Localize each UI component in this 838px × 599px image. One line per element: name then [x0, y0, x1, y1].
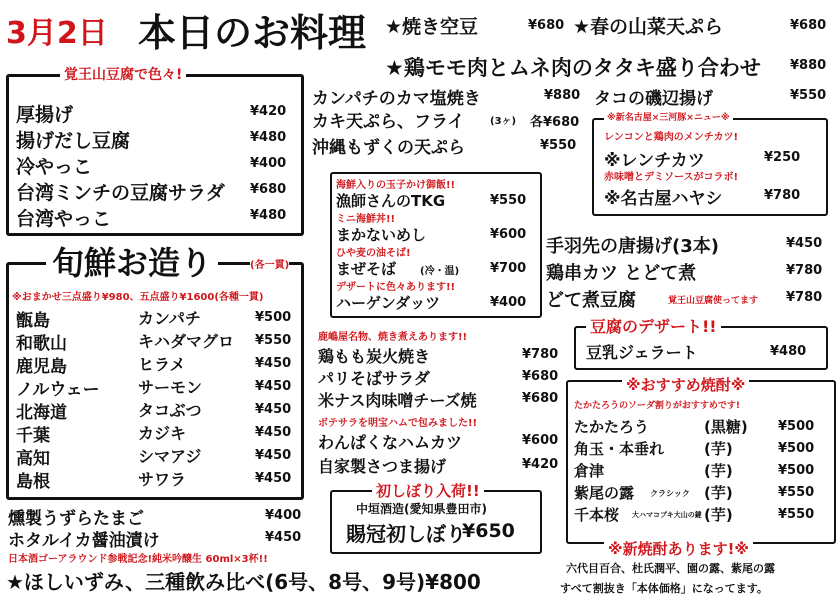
center-item-price: ¥680 — [522, 369, 559, 384]
shochu-price: ¥500 — [778, 463, 815, 478]
sashimi-price: ¥450 — [255, 402, 292, 417]
sashimi-fish: カジキ — [138, 424, 187, 443]
tempura-item-name: 自家製さつま揚げ — [318, 457, 447, 476]
tofu-item-name: 厚揚げ — [16, 104, 74, 126]
shochu-note: たかたろうのソーダ割りがおすすめです! — [574, 401, 741, 411]
new-shochu-line-2: すべて割抜き「本体価格」になってます。 — [560, 582, 768, 595]
shochu-name: 倉津 — [574, 462, 605, 480]
right-item-price: ¥780 — [786, 290, 823, 305]
dessert-item-price: ¥480 — [770, 344, 807, 359]
collab-item-2: ※名古屋ハヤシ — [604, 189, 723, 209]
sashimi-title: 旬鮮お造り — [46, 238, 218, 284]
collab-tagline-2: 赤味噌とデミソースがコラボ! — [604, 172, 739, 183]
special-1-price: ¥680 — [528, 18, 565, 33]
sake-brewery: 中垣酒造(愛知県豊田市) — [356, 502, 487, 516]
right-item-note: 覚王山豆腐使ってます — [668, 296, 759, 306]
sake-tasting-line: ★ほしいずみ、三種飲み比べ(6号、8号、9号)¥800 — [6, 570, 481, 594]
tofu-item-name: 台湾やっこ — [16, 208, 112, 230]
middle-item-price: 各¥680 — [530, 115, 580, 130]
special-2-price: ¥680 — [790, 18, 827, 33]
shochu-price: ¥550 — [778, 507, 815, 522]
sashimi-origin: 北海道 — [16, 403, 67, 423]
sashimi-fish: タコぶつ — [138, 401, 202, 420]
bottom-item-price: ¥400 — [265, 508, 302, 523]
tako-name: タコの磯辺揚げ — [594, 89, 713, 109]
middle-item-name: カンパチのカマ塩焼き — [312, 89, 481, 109]
right-item-price: ¥450 — [786, 236, 823, 251]
sashimi-price: ¥450 — [255, 448, 292, 463]
tofu-item-price: ¥680 — [250, 182, 287, 197]
center-item-name: パリそばサラダ — [318, 369, 430, 388]
sashimi-fish: カンパチ — [138, 309, 201, 328]
tkg-item-price: ¥400 — [490, 295, 527, 310]
tako-price: ¥550 — [790, 88, 827, 103]
shochu-type: (黒糖) — [704, 418, 748, 436]
sashimi-price: ¥450 — [255, 379, 292, 394]
sashimi-fish: サワラ — [138, 470, 187, 489]
ham-note: ボテサラを明宝ハムで包みました!! — [318, 418, 478, 429]
sashimi-origin: ノルウェー — [16, 380, 100, 400]
sake-event-note: 日本酒ゴーアラウンド参戦記念!純米吟醸生 60ml×3杯!! — [8, 554, 268, 565]
tkg-item-tag: デザートに色々あります!! — [336, 282, 456, 293]
shochu-price: ¥500 — [778, 441, 815, 456]
tofu-heading: 覚王山豆腐で色々! — [60, 64, 186, 84]
shochu-name: 千本桜 — [574, 506, 620, 524]
tkg-item-name: まかないめし — [336, 226, 427, 244]
tofu-item-price: ¥480 — [250, 208, 287, 223]
shochu-name: 紫尾の露 — [574, 484, 635, 502]
sashimi-origin: 千葉 — [16, 426, 50, 446]
special-3-price: ¥880 — [790, 58, 827, 73]
center-item-price: ¥780 — [522, 347, 559, 362]
sashimi-set-note: ※おまかせ三点盛り¥980、五点盛り¥1600(各種一貫) — [12, 292, 264, 303]
new-shochu-line-1: 六代目百合、杜氏潤平、園の露、紫尾の露 — [566, 562, 775, 575]
sashimi-origin: 甑島 — [16, 311, 50, 331]
center-note: 鹿嶋屋名物、焼き煮えあります!! — [318, 332, 468, 343]
shochu-price: ¥550 — [778, 485, 815, 500]
right-item-name: どて煮豆腐 — [546, 290, 636, 311]
shochu-type: (芋) — [704, 506, 733, 524]
collab-price-2: ¥780 — [764, 188, 801, 203]
sake-price: ¥650 — [462, 520, 515, 542]
sashimi-price: ¥450 — [255, 356, 292, 371]
sashimi-price: ¥450 — [255, 471, 292, 486]
sashimi-price: ¥450 — [255, 425, 292, 440]
tkg-item-qty: (冷・温) — [420, 266, 460, 277]
right-item-name: 手羽先の唐揚げ(3本) — [546, 236, 719, 257]
ham-item-price: ¥600 — [522, 433, 559, 448]
collab-price-1: ¥250 — [764, 150, 801, 165]
tkg-sub-heading: 海鮮入りの玉子かけ御飯!! — [336, 180, 456, 191]
center-item-name: 米ナス肉味噌チーズ焼 — [318, 391, 477, 410]
tkg-item-name: ハーゲンダッツ — [336, 294, 441, 312]
shochu-extra: 大ハマコブキ大山の鍵 — [632, 511, 702, 519]
special-1-name: ★焼き空豆 — [385, 16, 479, 38]
tkg-item-name: 漁師さんのTKG — [336, 192, 446, 210]
dessert-heading: 豆腐のデザート!! — [586, 314, 721, 337]
tofu-item-name: 揚げだし豆腐 — [16, 130, 131, 152]
dessert-item-name: 豆乳ジェラート — [586, 343, 698, 362]
tkg-item-name: まぜそば — [336, 260, 397, 278]
tkg-item-tag: ひや麦の油そば! — [336, 248, 411, 259]
ham-item-name: わんぱくなハムカツ — [318, 433, 463, 452]
collab-tagline-1: レンコンと鶏肉のメンチカツ! — [604, 132, 739, 143]
right-item-price: ¥780 — [786, 263, 823, 278]
sashimi-origin: 鹿児島 — [16, 357, 67, 377]
shochu-type: (芋) — [704, 440, 733, 458]
shochu-name: 角玉・本垂れ — [574, 440, 665, 458]
middle-item-price: ¥550 — [540, 138, 577, 153]
sashimi-fish: ヒラメ — [138, 355, 186, 374]
bottom-item-price: ¥450 — [265, 530, 302, 545]
shochu-name: たかたろう — [574, 418, 650, 436]
sashimi-fish: サーモン — [138, 378, 203, 397]
sashimi-fish: キハダマグロ — [138, 332, 235, 351]
sashimi-origin: 和歌山 — [16, 334, 67, 354]
shochu-type: (芋) — [704, 484, 733, 502]
new-shochu-heading: ※新焼酎あります!※ — [604, 538, 753, 559]
center-item-price: ¥680 — [522, 391, 559, 406]
shochu-heading: ※おすすめ焼酎※ — [622, 374, 749, 395]
sashimi-origin: 島根 — [16, 472, 50, 492]
sashimi-price: ¥550 — [255, 333, 292, 348]
bottom-item-name: 燻製うずらたまご — [8, 509, 144, 529]
tofu-item-name: 台湾ミンチの豆腐サラダ — [16, 182, 225, 204]
date-label: 3月2日 — [6, 16, 108, 51]
tofu-item-price: ¥480 — [250, 130, 287, 145]
middle-item-name: カキ天ぷら、フライ — [312, 112, 465, 132]
tempura-item-price: ¥420 — [522, 457, 559, 472]
tkg-item-price: ¥550 — [490, 193, 527, 208]
sashimi-note: (各一貫) — [250, 256, 289, 271]
center-item-name: 鶏もも炭火焼き — [318, 347, 431, 366]
page-title: 本日のお料理 — [138, 11, 367, 55]
shochu-price: ¥500 — [778, 419, 815, 434]
collab-heading: ※新名古屋×三河豚×ニュー※ — [604, 110, 733, 123]
middle-item-name: 沖縄もずくの天ぷら — [312, 138, 465, 158]
sake-heading: 初しぼり入荷!! — [372, 480, 484, 501]
tofu-item-price: ¥420 — [250, 104, 287, 119]
collab-item-1: ※レンチカツ — [604, 151, 705, 171]
tkg-item-price: ¥600 — [490, 227, 527, 242]
sake-name: 賜冠初しぼり — [346, 522, 466, 546]
shochu-extra: クラシック — [650, 489, 690, 498]
shochu-type: (芋) — [704, 462, 733, 480]
tofu-item-name: 冷やっこ — [16, 156, 93, 178]
sashimi-fish: シマアジ — [138, 447, 202, 466]
middle-item-qty: (3ヶ) — [490, 116, 517, 127]
sashimi-price: ¥500 — [255, 310, 292, 325]
tkg-item-tag: ミニ海鮮丼!! — [336, 214, 396, 225]
bottom-item-name: ホタルイカ醤油漬け — [8, 531, 160, 551]
sashimi-origin: 高知 — [16, 449, 50, 469]
tkg-item-price: ¥700 — [490, 261, 527, 276]
special-2-name: ★春の山菜天ぷら — [573, 16, 724, 38]
tofu-item-price: ¥400 — [250, 156, 287, 171]
middle-item-price: ¥880 — [544, 88, 581, 103]
right-item-name: 鶏串カツ とどて煮 — [546, 263, 697, 284]
special-3-name: ★鶏モモ肉とムネ肉のタタキ盛り合わせ — [385, 56, 761, 80]
